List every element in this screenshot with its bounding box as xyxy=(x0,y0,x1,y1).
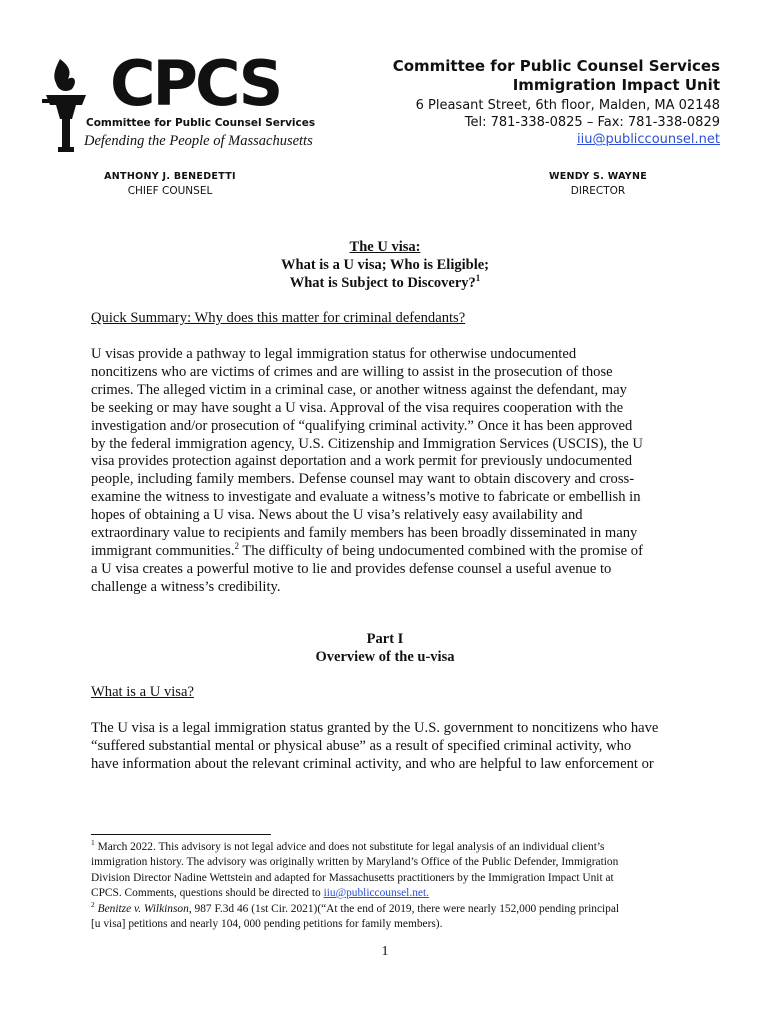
summary-line: by the federal immigration agency, U.S. Citizenship and Immigration Services (USCIS), the U xyxy=(91,435,643,452)
document-title xyxy=(0,238,770,292)
title-line3-text: What is Subject to Discovery? xyxy=(289,275,476,291)
summary-line-text: immigrant communities. xyxy=(91,542,235,559)
chief-counsel-name: ANTHONY J. BENEDETTI xyxy=(104,171,236,182)
summary-heading: Quick Summary: Why does this matter for criminal defendants? xyxy=(91,310,466,326)
summary-line: people, including family members. Defense counsel may want to obtain discovery and cross- xyxy=(91,471,635,488)
summary-line: visa provides protection against deportation and a work permit for previously undocumented xyxy=(91,453,633,470)
footnote-line: Division Director Nadine Wettstein and adapted for Massachusetts practitioners by the Immigration Impact Unit at xyxy=(91,871,614,884)
org-name-line1: Committee for Public Counsel Services xyxy=(392,57,720,75)
footnote-case-name: Benitze v. Wilkinson xyxy=(97,903,189,915)
chief-counsel-title: CHIEF COUNSEL xyxy=(127,185,213,197)
what-heading: What is a U visa? xyxy=(91,684,194,700)
summary-line: hopes of obtaining a U visa. News about the U visa’s relatively easy availability and xyxy=(91,507,583,524)
chief-counsel-block xyxy=(100,171,240,197)
footnote-divider xyxy=(91,834,271,835)
cpcs-logo xyxy=(38,47,316,155)
summary-line: extraordinary value to recipients and family members has been broadly disseminated in many xyxy=(91,525,638,542)
part-title: Overview of the u-visa xyxy=(315,649,455,665)
footnote-1-marker: 1 xyxy=(91,838,95,848)
what-line: “suffered substantial mental or physical abuse” as a result of specified criminal activity, who xyxy=(91,737,632,754)
director-title: DIRECTOR xyxy=(570,185,626,197)
summary-line: U visas provide a pathway to legal immigration status for otherwise undocumented xyxy=(91,346,577,362)
part-label: Part I xyxy=(366,631,404,647)
what-line: have information about the relevant criminal activity, and who are helpful to law enforcement or xyxy=(91,755,654,772)
org-phone: Tel: 781-338-0825 – Fax: 781-338-0829 xyxy=(464,115,720,130)
summary-line-text: The difficulty of being undocumented combined with the promise of xyxy=(239,542,643,559)
footnote-line xyxy=(91,886,691,901)
footnote-email-link[interactable]: iiu@publiccounsel.net. xyxy=(323,886,429,899)
summary-line: be seeking or may have sought a U visa. Approval of the visa requires cooperation with the xyxy=(91,399,624,416)
summary-paragraph xyxy=(91,346,691,597)
director-block xyxy=(530,171,666,197)
summary-line: crimes. The alleged victim in a criminal case, or another witness against the defendant, may xyxy=(91,381,627,398)
summary-line: investigation and/or prosecution of “qualifying criminal activity.” Once it has been approved xyxy=(91,417,633,434)
org-name-line2: Immigration Impact Unit xyxy=(512,76,720,94)
what-line: The U visa is a legal immigration status granted by the U.S. government to noncitizens who have xyxy=(91,720,659,736)
summary-line: a U visa creates a powerful motive to lie and provides defense counsel a useful avenue to xyxy=(91,560,612,577)
org-address: 6 Pleasant Street, 6th floor, Malden, MA 02148 xyxy=(415,98,720,113)
footnote-1 xyxy=(91,840,691,901)
title-line1: The U visa: xyxy=(349,239,421,255)
footnote-2 xyxy=(91,902,691,933)
footnote-2-marker: 2 xyxy=(91,900,95,910)
footnote-line: immigration history. The advisory was originally written by Maryland’s Office of the Public Defender, Immigration xyxy=(91,856,619,869)
logo-subtitle: Committee for Public Counsel Services xyxy=(86,117,316,129)
logo-tagline: Defending the People of Massachusetts xyxy=(84,133,313,149)
footnote-text: , 987 F.3d 46 (1st Cir. 2021)(“At the end of 2019, there were nearly 152,000 pending principal xyxy=(188,903,620,915)
footnote-line xyxy=(91,902,691,917)
footnote-text: March 2022. This advisory is not legal advice and does not substitute for legal analysis of an individual client’s xyxy=(94,841,605,853)
footnote-text: CPCS. Comments, questions should be directed to xyxy=(91,886,324,899)
what-paragraph xyxy=(91,720,691,774)
summary-line xyxy=(91,543,691,561)
summary-line: challenge a witness’s credibility. xyxy=(91,578,281,595)
page-number: 1 xyxy=(381,944,389,959)
footnote-ref-1[interactable]: 1 xyxy=(475,273,481,284)
logo-wordmark: CPCS xyxy=(110,47,281,120)
part-heading xyxy=(0,630,770,666)
footnote-ref-2[interactable]: 2 xyxy=(234,541,239,552)
summary-line: examine the witness to investigate and evaluate a witness’s motive to fabricate or embellish in xyxy=(91,489,641,506)
director-name: WENDY S. WAYNE xyxy=(548,171,648,182)
title-line3 xyxy=(0,274,770,292)
footnote-line xyxy=(91,840,691,855)
org-header xyxy=(393,57,720,148)
summary-line: noncitizens who are victims of crimes and are willing to assist in the prosecution of those xyxy=(91,363,613,380)
org-email-link[interactable]: iiu@publiccounsel.net xyxy=(576,132,720,147)
title-line2: What is a U visa; Who is Eligible; xyxy=(281,257,489,273)
footnote-line: [u visa] petitions and nearly 104, 000 pending petitions for family members). xyxy=(91,918,443,931)
